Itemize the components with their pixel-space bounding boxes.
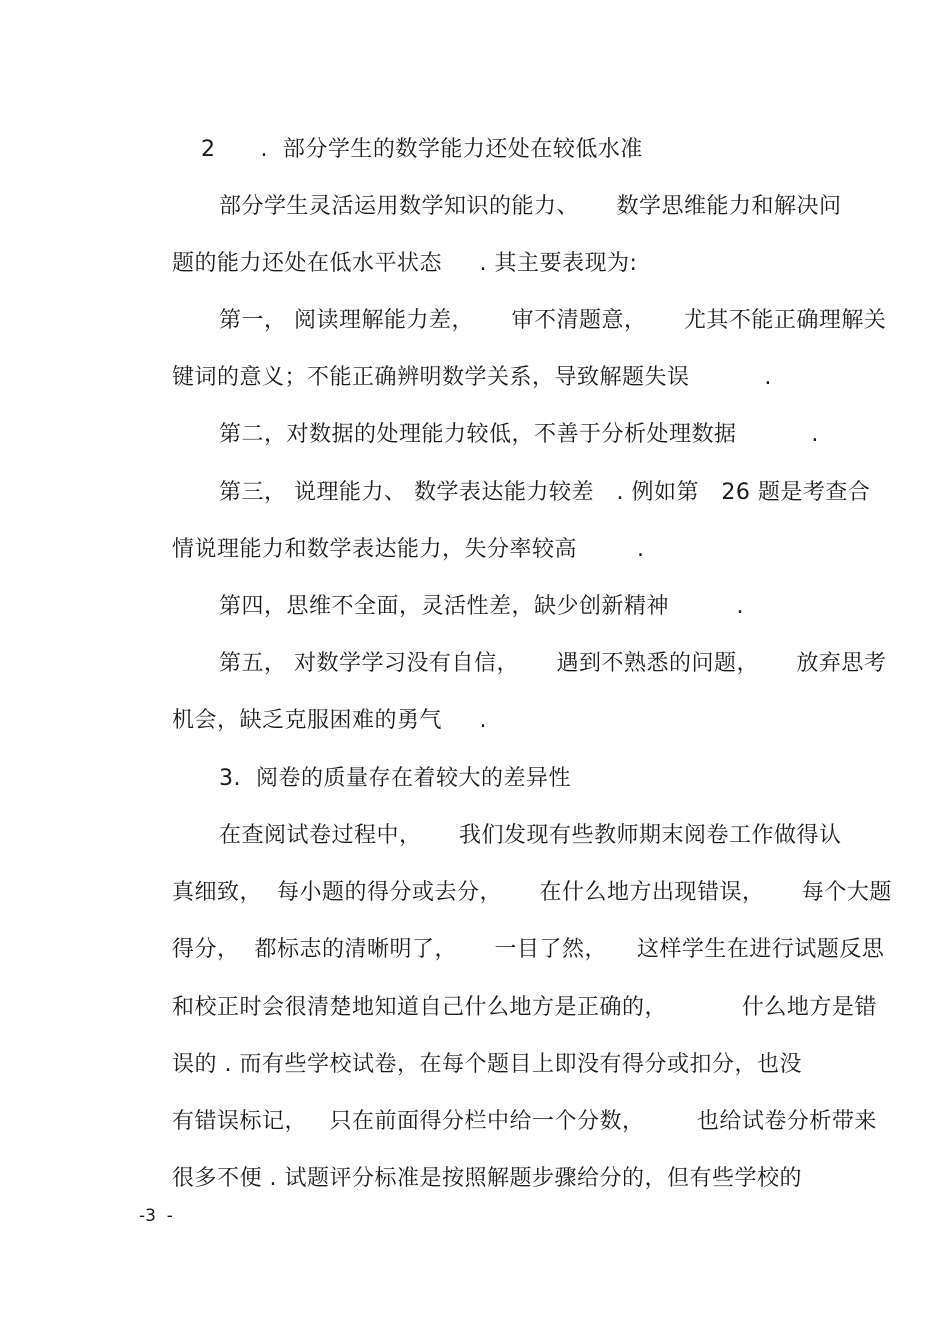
paragraph-line: 部分学生灵活运用数学知识的能力、 数学思维能力和解决问 xyxy=(219,194,842,219)
paragraph-line: 情说理能力和数学表达能力，失分率较高 . xyxy=(172,537,645,562)
paragraph-line: 机会，缺乏克服困难的勇气 . xyxy=(172,708,487,733)
paragraph-line: 很多不便 . 试题评分标准是按照解题步骤给分的，但有些学校的 xyxy=(172,1166,802,1191)
paragraph-line: 题的能力还处在低水平状态 . 其主要表现为: xyxy=(172,251,638,276)
heading-3: 3. 阅卷的质量存在着较大的差异性 xyxy=(219,766,571,791)
paragraph-line: 在查阅试卷过程中， 我们发现有些教师期末阅卷工作做得认 xyxy=(219,823,842,848)
paragraph-line: 误的 . 而有些学校试卷，在每个题目上即没有得分或扣分，也没 xyxy=(172,1052,802,1077)
paragraph-line: 第四，思维不全面，灵活性差，缺少创新精神 . xyxy=(219,594,744,619)
page-number: -3 - xyxy=(139,1206,173,1226)
paragraph-line: 真细致， 每小题的得分或去分， 在什么地方出现错误， 每个大题 xyxy=(172,880,892,905)
paragraph-line: 第一， 阅读理解能力差， 审不清题意， 尤其不能正确理解关 xyxy=(219,308,887,333)
paragraph-line: 键词的意义；不能正确辨明数学关系，导致解题失误 . xyxy=(172,365,772,390)
heading-2: 2 . 部分学生的数学能力还处在较低水准 xyxy=(201,137,643,162)
paragraph-line: 第二，对数据的处理能力较低，不善于分析处理数据 . xyxy=(219,422,819,447)
paragraph-line: 有错误标记， 只在前面得分栏中给一个分数， 也给试卷分析带来 xyxy=(172,1109,877,1134)
paragraph-line: 得分， 都标志的清晰明了， 一目了然， 这样学生在进行试题反思 xyxy=(172,937,885,962)
paragraph-line: 第五， 对数学学习没有自信， 遇到不熟悉的问题， 放弃思考 xyxy=(219,651,887,676)
paragraph-line: 第三， 说理能力、 数学表达能力较差 . 例如第 26 题是考查合 xyxy=(219,480,871,505)
paragraph-line: 和校正时会很清楚地知道自己什么地方是正确的， 什么地方是错 xyxy=(172,995,877,1020)
